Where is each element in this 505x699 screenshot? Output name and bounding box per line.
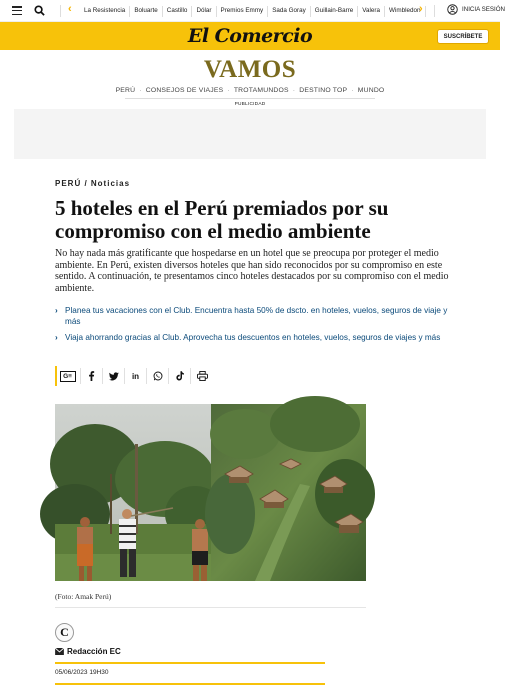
publish-date: 05/06/2023 19H30 <box>55 669 109 676</box>
author-name: Redacción EC <box>67 647 121 656</box>
article-image[interactable] <box>55 404 366 581</box>
section-title[interactable]: VAMOS <box>203 56 297 83</box>
chevron-right-icon: › <box>55 333 58 342</box>
hot-topic-link[interactable]: Guillain-Barre <box>311 6 359 17</box>
hot-topic-link[interactable]: Premios Emmy <box>217 6 269 17</box>
whatsapp-icon[interactable] <box>147 368 169 384</box>
section-nav-item-consejos[interactable]: CONSEJOS DE VIAJES <box>145 87 224 94</box>
breadcrumb[interactable]: PERÚ / Noticias <box>55 179 131 188</box>
hot-topic-link[interactable]: Dólar <box>192 6 216 17</box>
accent-divider <box>55 662 325 664</box>
hot-topic-link[interactable]: La Resistencia <box>80 6 130 17</box>
section-nav-item-mundo[interactable]: MUNDO <box>357 87 385 94</box>
divider <box>55 607 366 608</box>
site-logo[interactable]: El Comercio <box>187 25 313 47</box>
accent-bar <box>55 366 57 386</box>
divider <box>434 5 435 17</box>
hot-topic-link[interactable]: Boluarte <box>130 6 162 17</box>
image-caption: (Foto: Amak Perú) <box>55 592 112 601</box>
chevron-left-icon[interactable]: ‹ <box>68 3 72 15</box>
top-bar <box>0 0 505 22</box>
mail-icon <box>55 648 64 655</box>
promo-text: Planea tus vacaciones con el Club. Encuentra hasta 50% de dscto. en hoteles, vuelos, seguros de viaje y más <box>65 306 448 326</box>
chevron-right-icon: › <box>55 306 58 315</box>
ad-label: PUBLICIDAD <box>234 102 266 107</box>
author-avatar[interactable]: C <box>55 623 74 642</box>
chevron-right-icon[interactable]: › <box>419 3 423 15</box>
article-lead: No hay nada más gratificante que hospedarse en un hotel que se preocupa por proteger el medio ambiente. En Perú, existen diversos hoteles que han sido reconocidos por su compromiso en este sentido. A continuación, te presentamos cinco hoteles destacados por su compromiso con el medio ambiente. <box>55 248 449 294</box>
linkedin-icon[interactable]: in <box>125 368 147 384</box>
hotel-photo <box>55 404 366 581</box>
section-nav-item-destino-top[interactable]: DESTINO TOP <box>299 87 348 94</box>
section-nav-item-trotamundos[interactable]: TROTAMUNDOS <box>233 87 289 94</box>
brand-bar <box>0 22 500 50</box>
article-headline: 5 hoteles en el Perú premiados por su compromiso con el medio ambiente <box>55 196 389 243</box>
menu-icon[interactable] <box>12 6 22 15</box>
login-link[interactable] <box>447 4 505 15</box>
divider <box>60 5 61 17</box>
promo-link[interactable] <box>55 332 450 343</box>
author-link[interactable] <box>55 647 121 656</box>
google-news-icon[interactable]: G≡ <box>55 368 81 384</box>
ad-slot[interactable] <box>14 109 486 159</box>
promo-link[interactable] <box>55 305 450 327</box>
twitter-icon[interactable] <box>103 368 125 384</box>
hot-topic-link[interactable]: Wimbledon <box>385 6 426 17</box>
section-nav-item-peru[interactable]: PERÚ <box>115 87 136 94</box>
facebook-icon[interactable] <box>81 368 103 384</box>
section-nav: PERÚ · CONSEJOS DE VIAJES · TROTAMUNDOS · DESTINO TOP · MUNDO <box>115 87 385 94</box>
tiktok-icon[interactable] <box>169 368 191 384</box>
subscribe-button[interactable]: SUSCRÍBETE <box>437 29 489 44</box>
hot-topic-link[interactable]: Valera <box>358 6 385 17</box>
promo-text: Viaja ahorrando gracias al Club. Aprovecha tus descuentos en hoteles, vuelos, seguros de viajes y más <box>65 333 441 342</box>
search-icon[interactable] <box>34 5 45 16</box>
user-icon <box>447 4 458 15</box>
divider <box>125 98 375 99</box>
hot-topic-link[interactable]: Castillo <box>163 6 193 17</box>
login-label: INICIA SESIÓN <box>462 6 505 13</box>
print-icon[interactable] <box>191 368 213 384</box>
hot-topic-link[interactable]: Sada Goray <box>268 6 311 17</box>
share-bar <box>55 368 213 384</box>
hot-topics-list <box>80 6 421 17</box>
accent-divider <box>55 683 325 685</box>
